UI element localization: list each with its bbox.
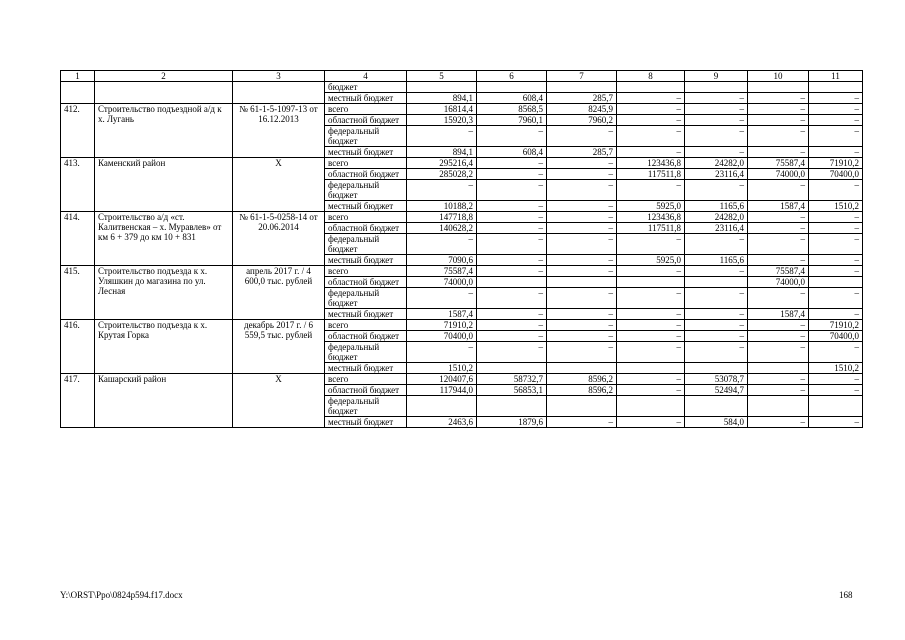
value-cell: – (809, 417, 863, 428)
value-cell: – (617, 93, 685, 104)
value-cell (809, 396, 863, 417)
value-cell (617, 82, 685, 93)
budget-type: федеральный бюджет (325, 342, 407, 363)
entry-number: 416. (61, 320, 95, 374)
value-cell: – (547, 234, 617, 255)
budget-type: областной бюджет (325, 385, 407, 396)
budget-type: федеральный бюджет (325, 288, 407, 309)
budget-type: местный бюджет (325, 309, 407, 320)
value-cell: 295216,4 (407, 158, 477, 169)
budget-type: всего (325, 104, 407, 115)
value-cell: – (547, 342, 617, 363)
column-header-9: 9 (685, 71, 748, 82)
value-cell: – (617, 126, 685, 147)
value-cell: – (477, 169, 547, 180)
value-cell: – (407, 234, 477, 255)
value-cell: – (547, 266, 617, 277)
value-cell: 53078,7 (685, 374, 748, 385)
budget-type: местный бюджет (325, 93, 407, 104)
value-cell: – (617, 342, 685, 363)
value-cell: 608,4 (477, 147, 547, 158)
value-cell: – (748, 417, 809, 428)
budget-type: федеральный бюджет (325, 126, 407, 147)
value-cell: – (617, 115, 685, 126)
value-cell: – (748, 234, 809, 255)
value-cell: – (685, 180, 748, 201)
value-cell (685, 363, 748, 374)
value-cell: – (617, 180, 685, 201)
value-cell: – (809, 234, 863, 255)
budget-type: местный бюджет (325, 201, 407, 212)
value-cell: 24282,0 (685, 158, 748, 169)
value-cell: – (477, 223, 547, 234)
entry-number: 417. (61, 374, 95, 428)
value-cell: – (685, 288, 748, 309)
empty-cell (61, 82, 95, 104)
value-cell: – (809, 288, 863, 309)
value-cell: 117511,8 (617, 223, 685, 234)
value-cell (809, 82, 863, 93)
value-cell: – (547, 201, 617, 212)
column-header-3: 3 (233, 71, 325, 82)
value-cell: – (617, 331, 685, 342)
value-cell: – (748, 147, 809, 158)
value-cell (547, 396, 617, 417)
budget-type: областной бюджет (325, 331, 407, 342)
value-cell: 74000,0 (748, 169, 809, 180)
budget-type: федеральный бюджет (325, 234, 407, 255)
value-cell: – (547, 255, 617, 266)
value-cell: 123436,8 (617, 158, 685, 169)
value-cell: 75587,4 (407, 266, 477, 277)
value-cell: 70400,0 (809, 331, 863, 342)
value-cell: – (547, 169, 617, 180)
value-cell: – (748, 385, 809, 396)
table-row (61, 266, 863, 277)
value-cell: – (685, 115, 748, 126)
value-cell: 7960,1 (477, 115, 547, 126)
column-header-1: 1 (61, 71, 95, 82)
table-row (61, 212, 863, 223)
value-cell: – (685, 126, 748, 147)
entry-number: 413. (61, 158, 95, 212)
budget-type: местный бюджет (325, 147, 407, 158)
value-cell: – (617, 385, 685, 396)
value-cell: – (407, 180, 477, 201)
value-cell: – (477, 288, 547, 309)
value-cell: – (748, 331, 809, 342)
entry-document: № 61-1-5-1097-13 от 16.12.2013 (233, 104, 325, 158)
value-cell: 1165,6 (685, 201, 748, 212)
table-row (61, 104, 863, 115)
value-cell: – (617, 320, 685, 331)
value-cell: – (477, 331, 547, 342)
value-cell: – (809, 255, 863, 266)
value-cell: – (547, 180, 617, 201)
value-cell: – (748, 288, 809, 309)
value-cell: 8596,2 (547, 374, 617, 385)
value-cell: 894,1 (407, 93, 477, 104)
value-cell: – (685, 266, 748, 277)
value-cell: – (748, 255, 809, 266)
value-cell (685, 396, 748, 417)
value-cell: – (685, 93, 748, 104)
value-cell: – (748, 374, 809, 385)
value-cell: – (547, 126, 617, 147)
continuation-row (61, 82, 863, 93)
value-cell: – (477, 266, 547, 277)
column-header-7: 7 (547, 71, 617, 82)
budget-type: областной бюджет (325, 115, 407, 126)
entry-document: декабрь 2017 г. / 6 559,5 тыс. рублей (233, 320, 325, 374)
budget-type: всего (325, 266, 407, 277)
value-cell: 1510,2 (809, 363, 863, 374)
value-cell (685, 82, 748, 93)
value-cell: 74000,0 (748, 277, 809, 288)
value-cell: 117944,0 (407, 385, 477, 396)
value-cell: 15920,3 (407, 115, 477, 126)
table-row (61, 374, 863, 385)
value-cell: – (477, 342, 547, 363)
value-cell: 7090,6 (407, 255, 477, 266)
value-cell: 1587,4 (748, 201, 809, 212)
footer-file-path: Y:\ORST\Ppo\0824p594.f17.docx (60, 590, 183, 600)
value-cell (748, 396, 809, 417)
value-cell: – (477, 126, 547, 147)
value-cell: 75587,4 (748, 266, 809, 277)
value-cell: – (809, 342, 863, 363)
value-cell: – (685, 234, 748, 255)
empty-cell (95, 82, 233, 104)
budget-type: всего (325, 212, 407, 223)
value-cell: 16814,4 (407, 104, 477, 115)
value-cell: 1879,6 (477, 417, 547, 428)
value-cell: – (617, 374, 685, 385)
value-cell: – (547, 288, 617, 309)
value-cell: – (617, 417, 685, 428)
header-row (61, 71, 863, 82)
value-cell (547, 363, 617, 374)
budget-type: областной бюджет (325, 169, 407, 180)
entry-name: Кашарский район (95, 374, 233, 428)
value-cell: – (809, 385, 863, 396)
entry-name: Строительство подъезда к х. Уляшкин до магазина по ул. Лесная (95, 266, 233, 320)
value-cell: 24282,0 (685, 212, 748, 223)
budget-type: всего (325, 320, 407, 331)
table-row (61, 320, 863, 331)
value-cell: – (748, 342, 809, 363)
value-cell: – (477, 180, 547, 201)
value-cell (407, 82, 477, 93)
budget-table (60, 70, 863, 428)
value-cell: 10188,2 (407, 201, 477, 212)
value-cell: 5925,0 (617, 255, 685, 266)
value-cell: 285,7 (547, 93, 617, 104)
value-cell (685, 277, 748, 288)
value-cell: – (477, 158, 547, 169)
value-cell: – (809, 374, 863, 385)
value-cell: – (685, 309, 748, 320)
value-cell (748, 363, 809, 374)
value-cell: – (617, 288, 685, 309)
value-cell: – (748, 126, 809, 147)
value-cell: – (748, 212, 809, 223)
value-cell: 70400,0 (809, 169, 863, 180)
value-cell: – (748, 93, 809, 104)
value-cell: 584,0 (685, 417, 748, 428)
column-header-6: 6 (477, 71, 547, 82)
value-cell (477, 82, 547, 93)
value-cell: – (407, 126, 477, 147)
value-cell (547, 277, 617, 288)
value-cell: 2463,6 (407, 417, 477, 428)
value-cell: 117511,8 (617, 169, 685, 180)
budget-type: бюджет (325, 82, 407, 93)
budget-type: местный бюджет (325, 417, 407, 428)
value-cell: – (685, 320, 748, 331)
value-cell: – (809, 147, 863, 158)
entry-document: Х (233, 374, 325, 428)
budget-type: всего (325, 374, 407, 385)
value-cell: – (748, 320, 809, 331)
value-cell: – (748, 223, 809, 234)
value-cell: – (685, 104, 748, 115)
value-cell: – (407, 288, 477, 309)
value-cell (407, 396, 477, 417)
value-cell: – (685, 147, 748, 158)
entry-document: апрель 2017 г. / 4 600,0 тыс. рублей (233, 266, 325, 320)
value-cell: 608,4 (477, 93, 547, 104)
value-cell: 8568,5 (477, 104, 547, 115)
value-cell: 58732,7 (477, 374, 547, 385)
value-cell: – (685, 342, 748, 363)
value-cell: – (547, 309, 617, 320)
value-cell: – (477, 255, 547, 266)
value-cell: – (748, 104, 809, 115)
value-cell: 1587,4 (748, 309, 809, 320)
value-cell: 74000,0 (407, 277, 477, 288)
value-cell (477, 363, 547, 374)
value-cell: – (547, 223, 617, 234)
budget-type: федеральный бюджет (325, 396, 407, 417)
value-cell: 1510,2 (809, 201, 863, 212)
value-cell: – (809, 126, 863, 147)
entry-number: 414. (61, 212, 95, 266)
value-cell: – (477, 212, 547, 223)
budget-type: областной бюджет (325, 223, 407, 234)
value-cell: – (547, 320, 617, 331)
table-row (61, 158, 863, 169)
value-cell: 70400,0 (407, 331, 477, 342)
value-cell: – (617, 309, 685, 320)
value-cell: 8245,9 (547, 104, 617, 115)
value-cell (809, 277, 863, 288)
value-cell (547, 82, 617, 93)
entry-name: Строительство подъездной а/д к х. Лугань (95, 104, 233, 158)
value-cell: 894,1 (407, 147, 477, 158)
value-cell: – (809, 115, 863, 126)
value-cell: 1587,4 (407, 309, 477, 320)
budget-type: всего (325, 158, 407, 169)
value-cell: – (547, 212, 617, 223)
entry-name: Строительство подъезда к х. Крутая Горка (95, 320, 233, 374)
value-cell: 52494,7 (685, 385, 748, 396)
value-cell: – (809, 104, 863, 115)
column-header-8: 8 (617, 71, 685, 82)
value-cell: – (477, 201, 547, 212)
value-cell: – (477, 309, 547, 320)
column-header-2: 2 (95, 71, 233, 82)
value-cell: 1510,2 (407, 363, 477, 374)
value-cell: 71910,2 (809, 158, 863, 169)
value-cell: 23116,4 (685, 169, 748, 180)
value-cell: – (809, 266, 863, 277)
column-header-11: 11 (809, 71, 863, 82)
value-cell: – (809, 93, 863, 104)
value-cell: 23116,4 (685, 223, 748, 234)
value-cell: – (809, 223, 863, 234)
value-cell: – (809, 180, 863, 201)
value-cell: – (547, 158, 617, 169)
entry-number: 415. (61, 266, 95, 320)
value-cell: 120407,6 (407, 374, 477, 385)
value-cell: 75587,4 (748, 158, 809, 169)
empty-cell (233, 82, 325, 104)
entry-name: Каменский район (95, 158, 233, 212)
value-cell: 285,7 (547, 147, 617, 158)
value-cell: 1165,6 (685, 255, 748, 266)
value-cell: – (547, 331, 617, 342)
value-cell: – (617, 266, 685, 277)
value-cell: – (748, 180, 809, 201)
value-cell: 71910,2 (407, 320, 477, 331)
budget-type: местный бюджет (325, 363, 407, 374)
value-cell: – (617, 234, 685, 255)
value-cell: – (477, 234, 547, 255)
value-cell: 147718,8 (407, 212, 477, 223)
value-cell (617, 277, 685, 288)
column-header-5: 5 (407, 71, 477, 82)
value-cell (617, 363, 685, 374)
value-cell: – (809, 309, 863, 320)
value-cell: – (617, 104, 685, 115)
value-cell: – (407, 342, 477, 363)
value-cell: 8596,2 (547, 385, 617, 396)
column-header-4: 4 (325, 71, 407, 82)
budget-type: федеральный бюджет (325, 180, 407, 201)
value-cell: – (617, 147, 685, 158)
footer-page-number: 168 (839, 590, 853, 600)
value-cell: 140628,2 (407, 223, 477, 234)
value-cell (477, 277, 547, 288)
entry-document: № 61-1-5-0258-14 от 20.06.2014 (233, 212, 325, 266)
value-cell: – (809, 212, 863, 223)
entry-document: Х (233, 158, 325, 212)
budget-type: областной бюджет (325, 277, 407, 288)
value-cell: – (685, 331, 748, 342)
value-cell: – (547, 417, 617, 428)
value-cell: – (748, 115, 809, 126)
value-cell: 5925,0 (617, 201, 685, 212)
budget-type: местный бюджет (325, 255, 407, 266)
value-cell: 7960,2 (547, 115, 617, 126)
value-cell: 56853,1 (477, 385, 547, 396)
value-cell: 123436,8 (617, 212, 685, 223)
value-cell: – (477, 320, 547, 331)
value-cell (748, 82, 809, 93)
value-cell: 71910,2 (809, 320, 863, 331)
entry-number: 412. (61, 104, 95, 158)
column-header-10: 10 (748, 71, 809, 82)
value-cell (617, 396, 685, 417)
value-cell (477, 396, 547, 417)
value-cell: 285028,2 (407, 169, 477, 180)
entry-name: Строительство а/д «ст. Калитвенская – х. Муравлев» от км 6 + 379 до км 10 + 831 (95, 212, 233, 266)
